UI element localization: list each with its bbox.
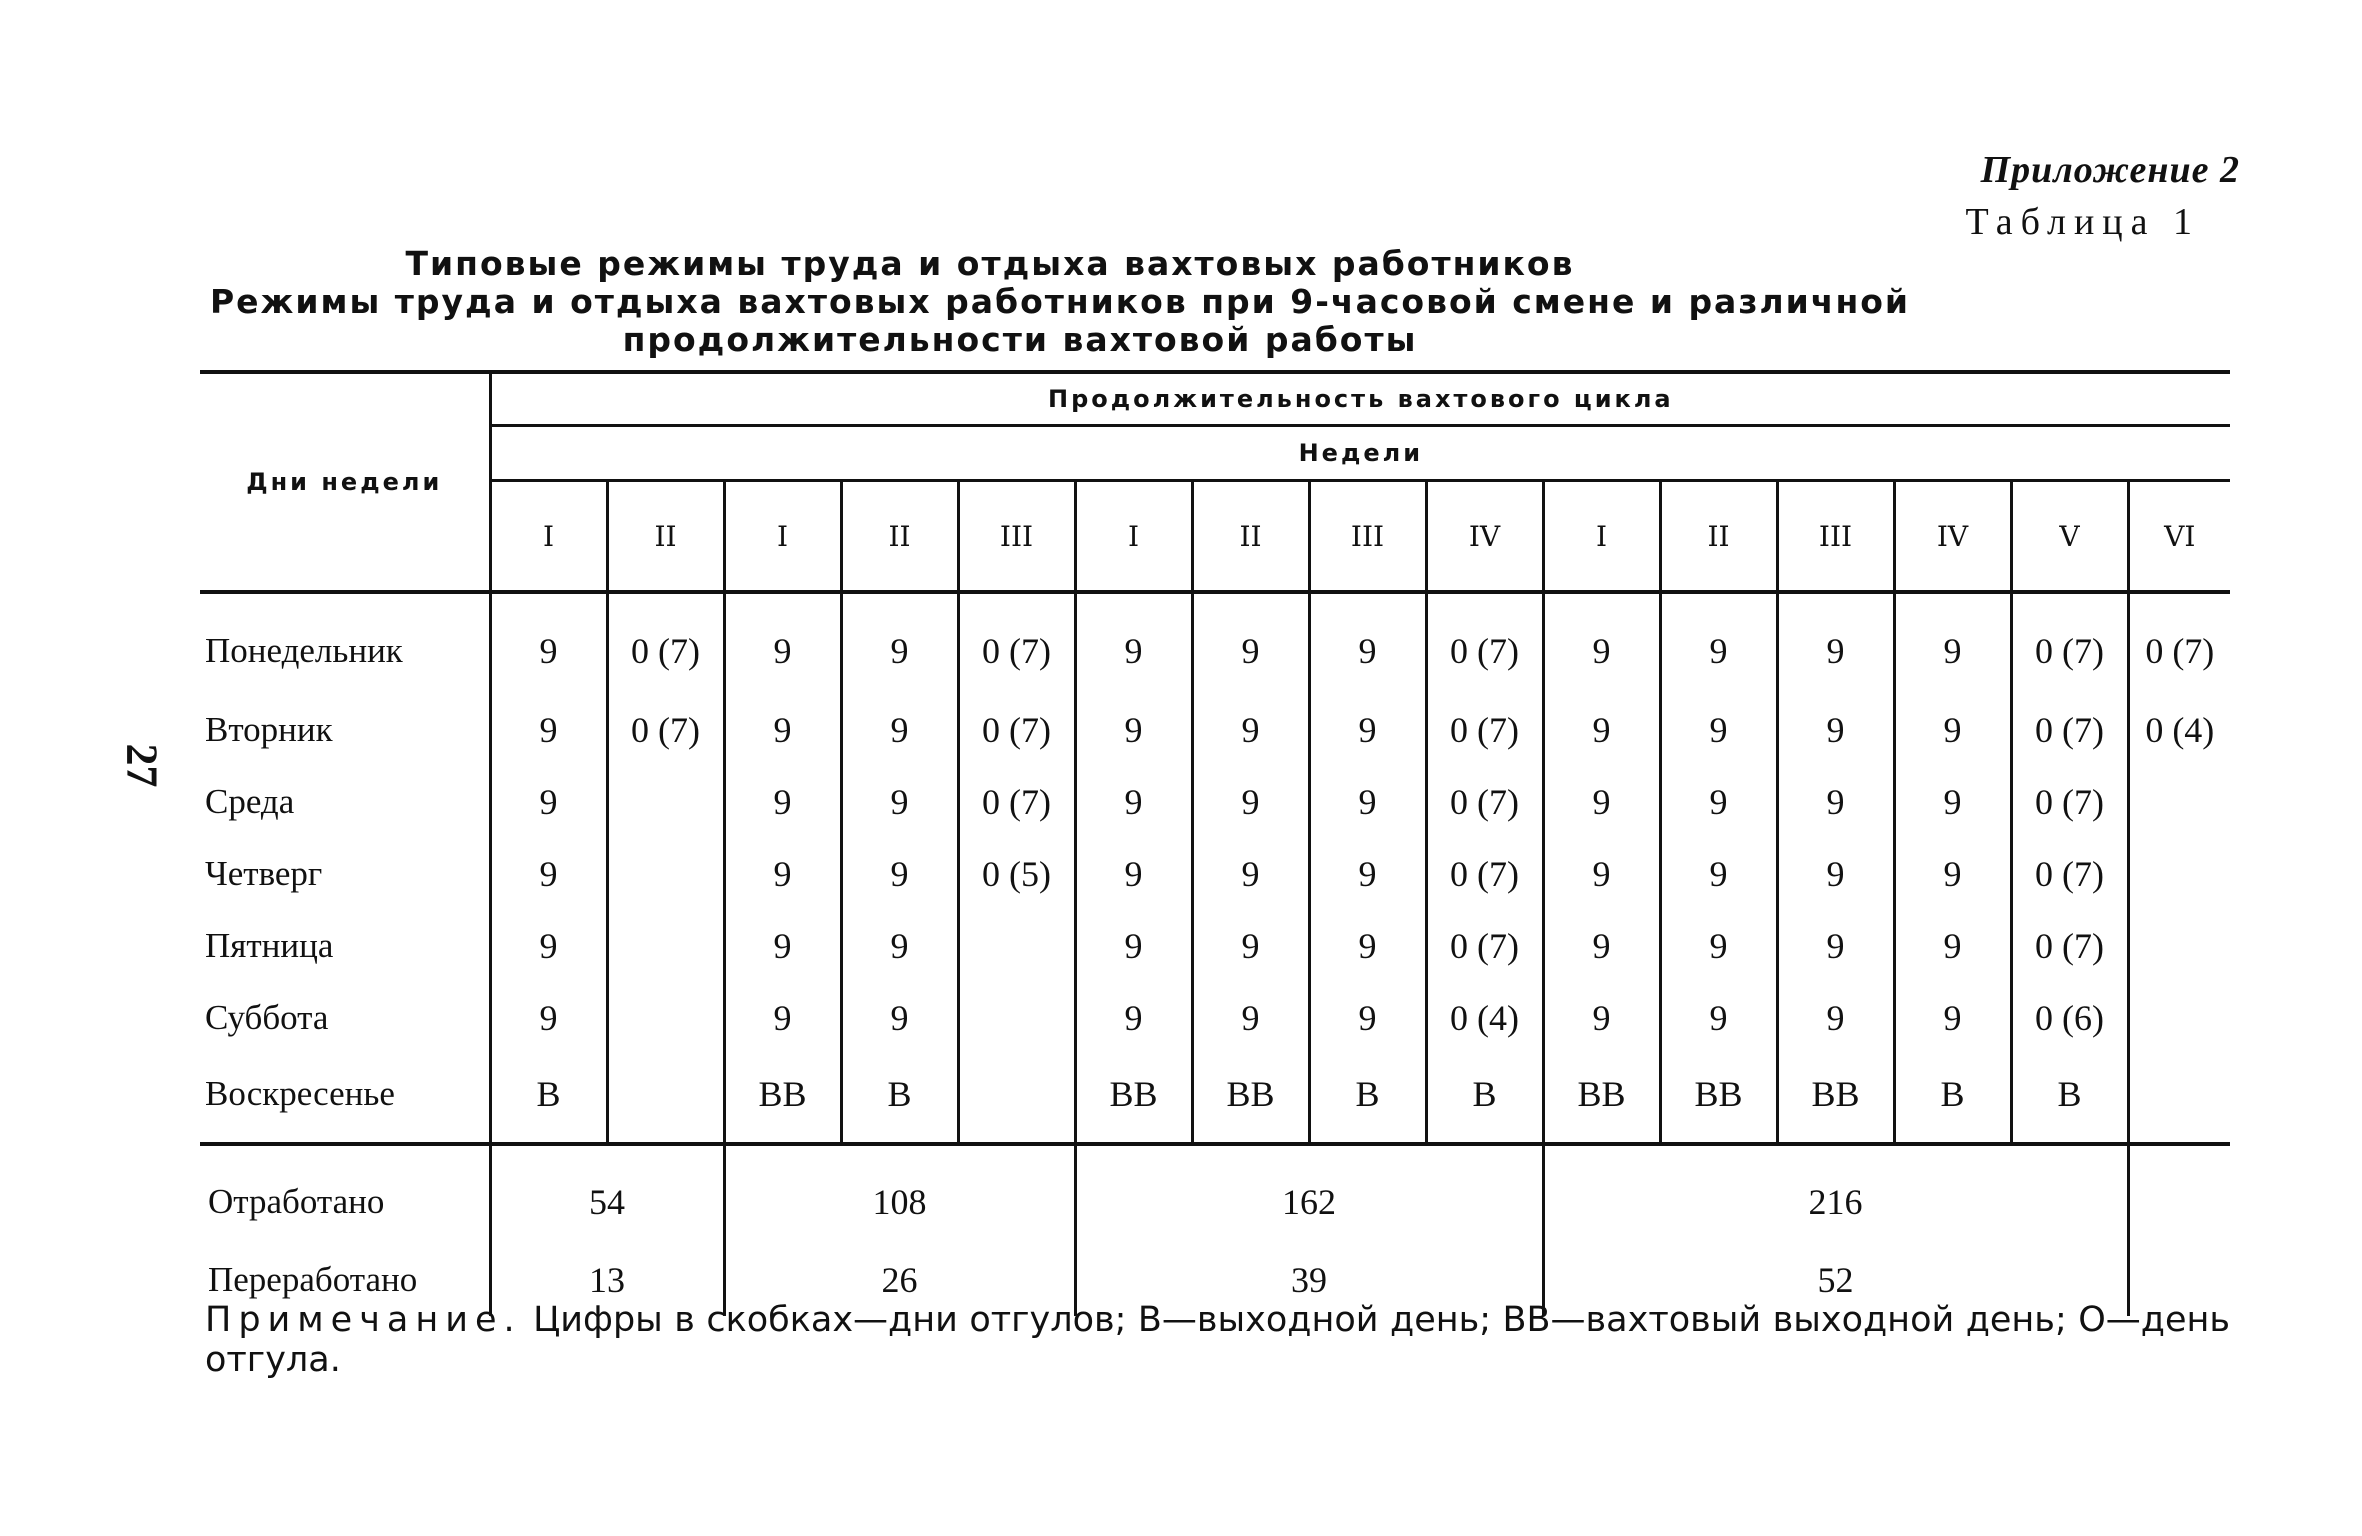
table-row (200, 694, 2230, 766)
schedule-cell: 9 (1309, 838, 1426, 910)
schedule-cell (607, 838, 724, 910)
table-row (200, 1054, 2230, 1144)
schedule-cell: ВВ (1543, 1054, 1660, 1144)
week-number: VI (2128, 481, 2230, 593)
schedule-cell (2128, 838, 2230, 910)
schedule-cell (2128, 910, 2230, 982)
schedule-cell: 0 (7) (2011, 910, 2128, 982)
schedule-cell (607, 910, 724, 982)
schedule-cell: 9 (490, 838, 607, 910)
schedule-cell: 9 (1543, 982, 1660, 1054)
schedule-cell: ВВ (1192, 1054, 1309, 1144)
schedule-cell: ВВ (1075, 1054, 1192, 1144)
schedule-cell: 9 (841, 592, 958, 694)
overtime-value: 39 (1075, 1244, 1543, 1316)
schedule-cell: В (1309, 1054, 1426, 1144)
schedule-cell: 9 (1075, 982, 1192, 1054)
week-number: II (1660, 481, 1777, 593)
schedule-cell: 9 (1075, 766, 1192, 838)
schedule-cell: 9 (724, 766, 841, 838)
day-name: Вторник (205, 710, 333, 749)
schedule-cell: 9 (724, 910, 841, 982)
worked-value: 216 (1543, 1144, 2128, 1244)
table-row (200, 910, 2230, 982)
schedule-cell: 9 (1660, 838, 1777, 910)
table-row (200, 982, 2230, 1054)
table-row (200, 766, 2230, 838)
schedule-cell: 9 (1192, 838, 1309, 910)
schedule-cell: 9 (1660, 766, 1777, 838)
day-name: Понедельник (205, 631, 403, 670)
schedule-cell: 9 (1777, 838, 1894, 910)
schedule-cell: 9 (841, 694, 958, 766)
schedule-cell: 0 (7) (2011, 766, 2128, 838)
days-header: Дни недели (200, 372, 490, 592)
schedule-cell: 9 (1660, 694, 1777, 766)
page-number: 27 (117, 743, 167, 788)
schedule-cell: 9 (1192, 766, 1309, 838)
worked-value: 54 (490, 1144, 724, 1244)
week-number: I (724, 481, 841, 593)
day-name: Пятница (205, 926, 334, 965)
week-number: III (1309, 481, 1426, 593)
schedule-cell (958, 982, 1075, 1054)
overtime-value: 26 (724, 1244, 1075, 1316)
week-number: II (607, 481, 724, 593)
schedule-cell: 9 (724, 694, 841, 766)
schedule-cell: 0 (7) (2128, 592, 2230, 694)
schedule-cell: 9 (1894, 838, 2011, 910)
appendix-label: Приложение 2 (1980, 149, 2240, 191)
week-number: III (1777, 481, 1894, 593)
schedule-cell: 9 (1309, 910, 1426, 982)
schedule-cell: 0 (7) (1426, 694, 1543, 766)
schedule-cell: 9 (1777, 910, 1894, 982)
schedule-cell (607, 1054, 724, 1144)
schedule-cell: 9 (1894, 766, 2011, 838)
schedule-cell: 9 (490, 766, 607, 838)
schedule-cell: 9 (1543, 694, 1660, 766)
worked-value: 108 (724, 1144, 1075, 1244)
schedule-cell: 9 (1192, 694, 1309, 766)
schedule-cell: 0 (7) (607, 694, 724, 766)
schedule-cell: 0 (7) (1426, 910, 1543, 982)
schedule-cell: 9 (490, 694, 607, 766)
schedule-cell: 0 (7) (1426, 592, 1543, 694)
schedule-cell: 9 (724, 592, 841, 694)
day-name: Среда (205, 782, 295, 821)
schedule-cell: 0 (5) (958, 838, 1075, 910)
schedule-cell: В (2011, 1054, 2128, 1144)
schedule-cell: 9 (1894, 910, 2011, 982)
week-number: II (1192, 481, 1309, 593)
schedule-cell: 9 (490, 910, 607, 982)
schedule-cell: 9 (841, 838, 958, 910)
schedule-cell: В (1426, 1054, 1543, 1144)
schedule-cell: ВВ (724, 1054, 841, 1144)
week-number: III (958, 481, 1075, 593)
schedule-cell: 9 (1894, 592, 2011, 694)
schedule-cell: В (1894, 1054, 2011, 1144)
overtime-value: 52 (1543, 1244, 2128, 1316)
week-number: I (1543, 481, 1660, 593)
schedule-body (200, 592, 2230, 1144)
week-number: I (490, 481, 607, 593)
worked-row (200, 1144, 2230, 1244)
schedule-cell: 9 (490, 592, 607, 694)
schedule-cell: 9 (1075, 910, 1192, 982)
schedule-cell: 0 (7) (1426, 838, 1543, 910)
week-number: V (2011, 481, 2128, 593)
cycle-header: Продолжительность вахтового цикла (490, 372, 2230, 426)
table-note (205, 1300, 2230, 1380)
schedule-cell: 0 (6) (2011, 982, 2128, 1054)
schedule-cell: 9 (841, 910, 958, 982)
schedule-cell: 0 (7) (958, 592, 1075, 694)
schedule-cell (2128, 766, 2230, 838)
schedule-cell: В (841, 1054, 958, 1144)
weeks-header: Недели (490, 426, 2230, 481)
schedule-cell: 9 (724, 838, 841, 910)
schedule-cell: 0 (4) (2128, 694, 2230, 766)
schedule-cell: В (490, 1054, 607, 1144)
title-line-2: Режимы труда и отдыха вахтовых работников при 9-часовой смене и различной (209, 282, 1911, 321)
schedule-cell: 9 (1894, 982, 2011, 1054)
day-name: Воскресенье (200, 1054, 490, 1144)
schedule-cell: 9 (841, 982, 958, 1054)
table-titles (200, 245, 2220, 359)
schedule-cell: 9 (724, 982, 841, 1054)
worked-value: 162 (1075, 1144, 1543, 1244)
note-label: Примечание. (205, 1300, 522, 1340)
schedule-cell: 9 (1309, 766, 1426, 838)
table-number: Таблица 1 (1965, 201, 2200, 243)
schedule-cell: 9 (1192, 592, 1309, 694)
worked-empty (2128, 1144, 2230, 1244)
schedule-cell: ВВ (1660, 1054, 1777, 1144)
schedule-cell: 0 (7) (1426, 766, 1543, 838)
schedule-cell: 9 (1660, 592, 1777, 694)
day-name: Суббота (205, 998, 329, 1037)
schedule-cell: 9 (490, 982, 607, 1054)
week-number: IV (1426, 481, 1543, 593)
schedule-cell: 9 (1309, 694, 1426, 766)
week-number: IV (1894, 481, 2011, 593)
overtime-value: 13 (490, 1244, 724, 1316)
schedule-cell: 9 (1894, 694, 2011, 766)
week-number: II (841, 481, 958, 593)
schedule-cell: 9 (1777, 982, 1894, 1054)
schedule-cell: 9 (1075, 694, 1192, 766)
schedule-cell: 9 (1543, 592, 1660, 694)
schedule-cell: 9 (1192, 910, 1309, 982)
schedule-cell (958, 1054, 1075, 1144)
schedule-cell: 0 (7) (2011, 838, 2128, 910)
schedule-cell: 9 (1777, 766, 1894, 838)
schedule-cell: 9 (1309, 982, 1426, 1054)
schedule-cell: 9 (1660, 910, 1777, 982)
worked-label: Отработано (208, 1182, 385, 1221)
schedule-cell: 0 (7) (2011, 694, 2128, 766)
schedule-cell: 9 (1777, 592, 1894, 694)
schedule-table (200, 370, 2230, 1316)
schedule-cell: 9 (1543, 838, 1660, 910)
overtime-label: Переработано (208, 1260, 418, 1299)
schedule-cell: 0 (7) (607, 592, 724, 694)
week-number: I (1075, 481, 1192, 593)
schedule-cell: 0 (7) (2011, 592, 2128, 694)
schedule-cell: 9 (1309, 592, 1426, 694)
schedule-cell: 0 (7) (958, 694, 1075, 766)
schedule-cell: 0 (7) (958, 766, 1075, 838)
title-line-1: Типовые режимы труда и отдыха вахтовых работников (405, 244, 1575, 283)
schedule-cell: 9 (1543, 910, 1660, 982)
title-line-3: продолжительности вахтовой работы (622, 320, 1418, 359)
schedule-cell: 9 (1660, 982, 1777, 1054)
schedule-cell (607, 982, 724, 1054)
schedule-cell: 9 (841, 766, 958, 838)
schedule-cell: 9 (1543, 766, 1660, 838)
schedule-cell (958, 910, 1075, 982)
schedule-cell: ВВ (1777, 1054, 1894, 1144)
note-text: Цифры в скобках—дни отгулов; В—выходной день; ВВ—вахтовый выходной день; О—день отгула. (205, 1300, 2230, 1380)
schedule-cell: 9 (1075, 838, 1192, 910)
table-row (200, 592, 2230, 694)
week-number-row (200, 481, 2230, 593)
schedule-cell: 9 (1075, 592, 1192, 694)
schedule-cell (2128, 1054, 2230, 1144)
table-row (200, 838, 2230, 910)
schedule-cell: 9 (1192, 982, 1309, 1054)
schedule-cell (607, 766, 724, 838)
schedule-cell: 9 (1777, 694, 1894, 766)
schedule-cell (2128, 982, 2230, 1054)
schedule-cell: 0 (4) (1426, 982, 1543, 1054)
day-name: Четверг (205, 854, 323, 893)
